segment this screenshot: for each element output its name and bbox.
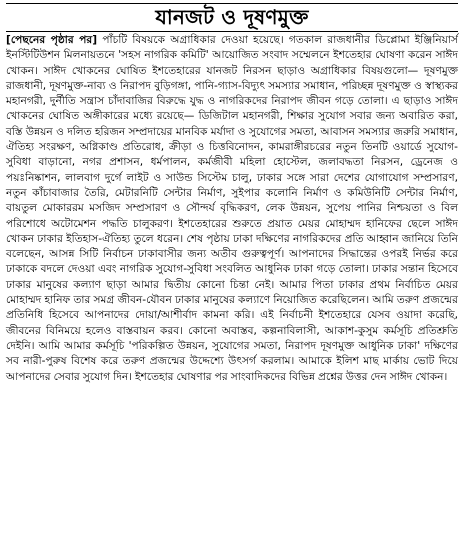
headline-rule xyxy=(6,31,458,32)
body-text: পাঁচটি বিষয়কে অগ্রাধিকার দেওয়া হয়েছে। গতকাল রাজধানীর ডিপ্লোমা ইঞ্জিনিয়ার্স ইনস্টিটিউশন মিলনায়তনে 'সহস নাগরিক কমিটি' আয়োজিত সংবাদ সম্মেলনে ইশতেহার ঘোষণা করেন সাঈদ খোকন। সাঈদ খোকনের ঘোষিত ইশতেহারের যানজট নিরসন ছাড়াও অগ্রাধিকার বিষয়গুলো— দূষণমুক্ত রাজধানী, দূষণমুক্ত-নাব্য ও নিরাপদ বুড়িগঙ্গা, পানি-গ্যাস-বিদ্যুৎ সমস্যার সমাধান, পরিচ্ছন্ন দূষণমুক্ত ও স্বাস্থ্যকর মহানগরী, দুর্নীতি সন্ত্রাস চাঁদাবাজির বিরুদ্ধে যুদ্ধ ও নাগরিকদের নিরাপদ জীবন গড়ে তোলা। এ ছাড়াও সাঈদ খোকনের ঘোষিত অঙ্গীকারের মধ্যে রয়েছে— ডিজিটাল মহানগরী, শিক্ষার সুযোগ সবার জন্য অবারিত করা, বস্তি উন্নয়ন ও দলিত হরিজন সম্প্রদায়ের মানবিক মর্যাদা ও সুযোগের সমতা, আবাসন সমস্যার জরুরি সমাধান, ঐতিহ্য সংরক্ষণ, অগ্নিকাণ্ড প্রতিরোধ, ক্রীড়া ও চিত্তবিনোদন, কামরাঙ্গীরচরের নতুন তিনটি ওয়ার্ডে সুযোগ-সুবিধা বাড়ানো, নগর প্রশাসন, ধর্মপালন, কর্মজীবী মহিলা হোস্টেল, জলাবদ্ধতা নিরসন, ড্রেনেজ ও পয়ঃনিষ্কাশন, লালবাগ দুর্গে লাইট ও সাউন্ড সিস্টেম চালু, ঢাকার সঙ্গে সারা দেশের যোগাযোগ সম্প্রসারণ, নতুন কাঁচাবাজার তৈরি, মেটারনিটি সেন্টার নির্মাণ, সুইপার কলোনি নির্মাণ ও কমিউনিটি সেন্টার নির্মাণ, বায়তুল মোকাররম মসজিদ সম্প্রসারণ ও সৌন্দর্য বৃদ্ধিকরণ, লেক উন্নয়ন, সুপেয় পানির নিশ্চয়তা ও বিল পরিশোধে অটোমেশন পদ্ধতি চালুকরণ। ইশতেহারের শুরুতে প্রয়াত মেয়র মোহাম্মদ হানিফের ছেলে সাঈদ খোকন ঢাকার ইতিহাস-ঐতিহ্য তুলে ধরেন। শেষ পৃষ্ঠায় ঢাকা দক্ষিণের নাগরিকদের প্রতি আহ্বান জানিয়ে তিনি বলেছেন, আসন্ন সিটি নির্বাচন ঢাকাবাসীর জন্য অতীব গুরুত্বপূর্ণ। আপনাদের সিদ্ধান্তের ওপরই নির্ভর করে ঢাকাকে বদলে দেওয়া এবং নাগরিক সুযোগ-সুবিধা সংবলিত আধুনিক ঢাকা গড়ে তোলা। ঢাকার সন্তান হিসেবে ঢাকার মানুষের কল্যাণ ছাড়া আমার দ্বিতীয় কোনো চিন্তা নেই। আমার পিতা ঢাকার প্রথম নির্বাচিত মেয়র মোহাম্মদ হানিফ তার সমগ্র জীবন-যৌবন ঢাকার মানুষের কল্যাণে নিয়োজিত করেছিলেন। আমি তরুণ প্রজন্মের প্রতিনিধি হিসেবে আপনাদের দোয়া/আশীর্বাদ কামনা করি। এই নির্বাচনী ইশতেহারে যেসব ওয়াদা করেছি, জীবনের বিনিময়ে হলেও বাস্তবায়ন করব। কোনো অবাস্তব, কল্পনাবিলাসী, আকাশ-কুসুম কর্মসূচি প্রতিশ্রুতি দেইনি। আমি আমার কর্মসূচি 'পরিকল্পিত উন্নয়ন, সুযোগের সমতা, নিরাপদ দূষণমুক্ত আধুনিক ঢাকা' দক্ষিণের সব নারী-পুরুষ বিশেষ করে তরুণ প্রজন্মের উদ্দেশ্যে উৎসর্গ করলাম। আমাকে ইলিশ মাছ মার্কায় ভোট দিয়ে আপনাদের সেবার সুযোগ দিন। ইশতেহার ঘোষণার পর সাংবাদিকদের বিভিন্ন প্রশ্নের উত্তর দেন সাঈদ খোকন। xyxy=(6,34,458,383)
article-body xyxy=(6,33,458,385)
continuation-lead: [পেছনের পৃষ্ঠার পর] xyxy=(6,34,98,46)
headline: যানজট ও দূষণমুক্ত xyxy=(155,5,309,29)
